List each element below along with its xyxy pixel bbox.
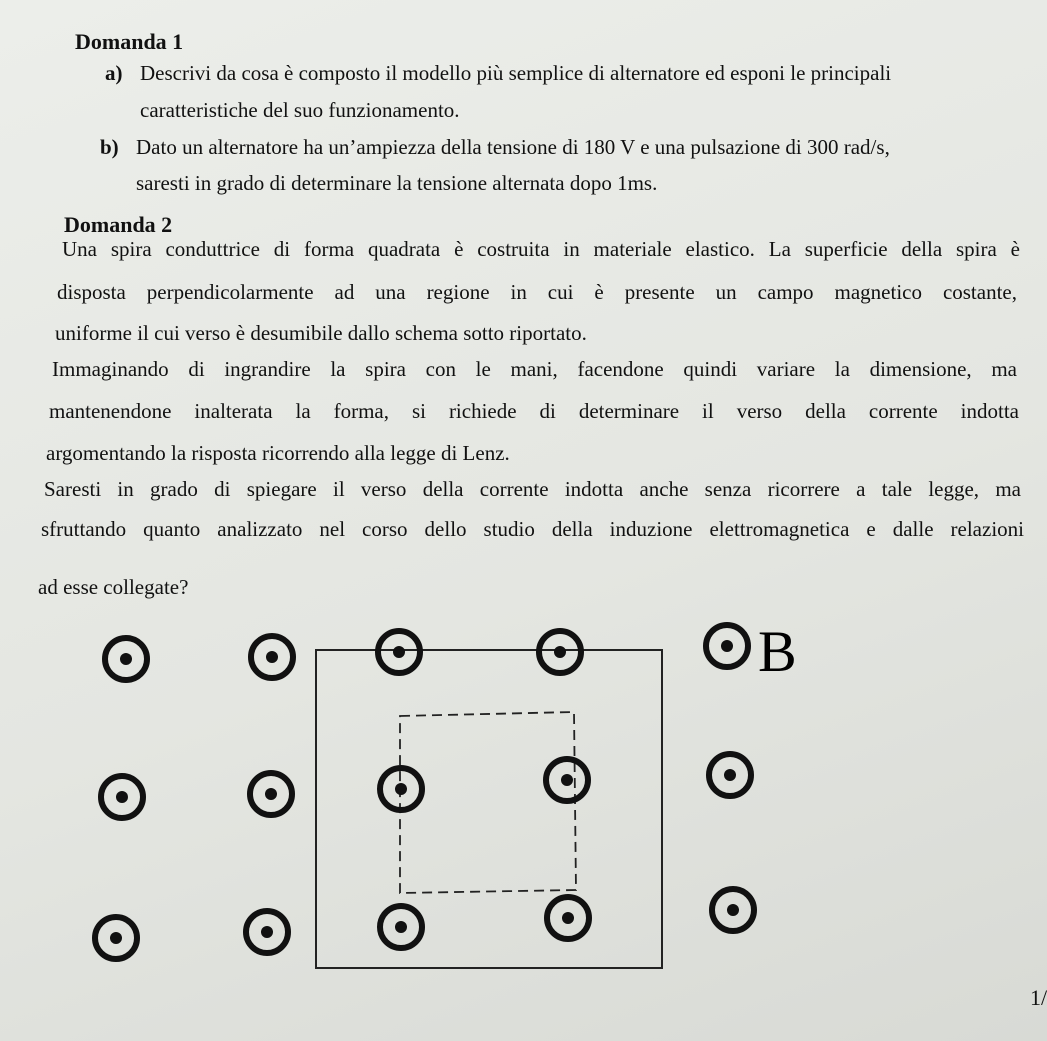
q2-line-8: sfruttando quanto analizzato nel corso dello studio della induzione elettromagnetica e dalle relazioni (41, 517, 1024, 541)
field-dot-icon (95, 917, 137, 959)
q2-line-1: Una spira conduttrice di forma quadrata è costruita in materiale elastico. La superficie della spira è (62, 237, 1020, 261)
field-dot-icon (251, 636, 293, 678)
q1-a-label: a) (105, 61, 123, 85)
field-dot-icon (546, 759, 588, 801)
dashed-inner-square (400, 712, 576, 893)
q2-line-6: argomentando la risposta ricorrendo alla legge di Lenz. (46, 441, 510, 465)
magnetic-field-diagram (0, 600, 1047, 1020)
q1-title: Domanda 1 (75, 29, 184, 54)
field-dot-icon (250, 773, 292, 815)
field-dot-icon (539, 631, 581, 673)
q2-line-7: Saresti in grado di spiegare il verso della corrente indotta anche senza ricorrere a tale legge, ma (44, 477, 1021, 501)
q2-line-4: Immaginando di ingrandire la spira con le mani, facendone quindi variare la dimensione, ma (52, 357, 1017, 381)
q2-line-9: ad esse collegate? (38, 575, 189, 599)
q2-line-5: mantenendone inalterata la forma, si richiede di determinare il verso della corrente indotta (49, 399, 1019, 423)
field-dot-icon (246, 911, 288, 953)
q2-title: Domanda 2 (64, 212, 173, 237)
field-dot-icon (101, 776, 143, 818)
field-label: B (758, 619, 797, 684)
q1-a-line1: Descrivi da cosa è composto il modello più semplice di alternatore ed esponi le principali (140, 61, 892, 85)
q1-a-line2: caratteristiche del suo funzionamento. (140, 98, 460, 122)
q1-b-line2: saresti in grado di determinare la tensione alternata dopo 1ms. (136, 171, 658, 195)
field-dot-icon (378, 631, 420, 673)
outer-square-loop (316, 650, 662, 968)
q1-b-label: b) (100, 135, 119, 159)
field-dot-icon (380, 906, 422, 948)
field-dot-icon (712, 889, 754, 931)
field-dot-icon (706, 625, 748, 667)
q2-line-3: uniforme il cui verso è desumibile dallo schema sotto riportato. (55, 321, 587, 345)
field-dot-icon (380, 768, 422, 810)
field-dot-icon (547, 897, 589, 939)
q1-b-line1: Dato un alternatore ha un’ampiezza della tensione di 180 V e una pulsazione di 300 rad/s, (136, 135, 890, 159)
field-dot-icon (105, 638, 147, 680)
q2-line-2: disposta perpendicolarmente ad una regione in cui è presente un campo magnetico costante, (57, 280, 1017, 304)
field-dot-icon (709, 754, 751, 796)
page-number: 1/ (1030, 985, 1047, 1010)
